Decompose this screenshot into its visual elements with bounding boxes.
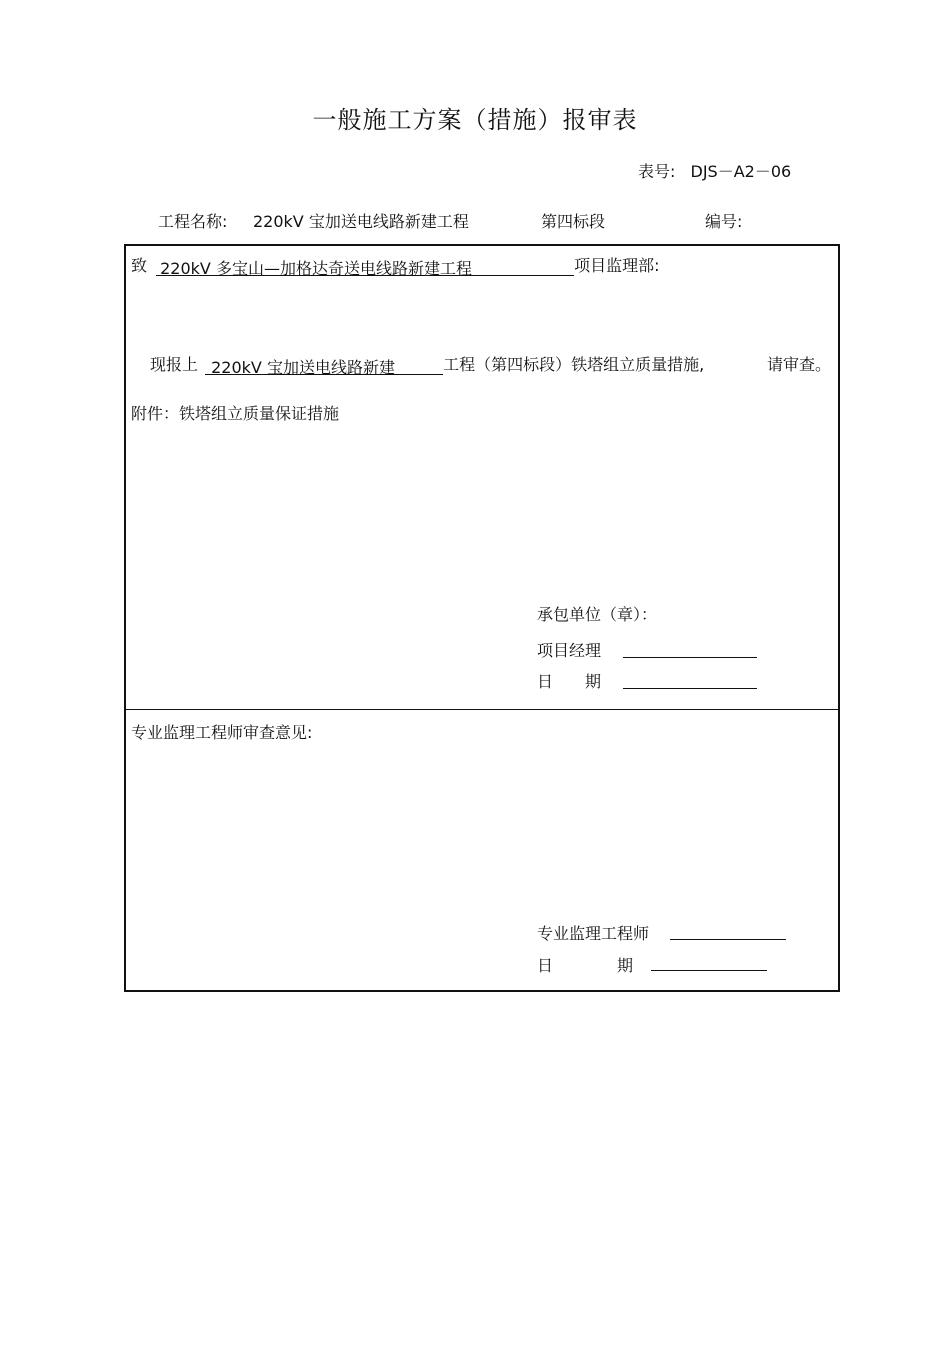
report-line: [150, 352, 704, 375]
attachment-text: 附件：铁塔组立质量保证措施: [131, 404, 340, 423]
section-label: 第四标段: [541, 212, 606, 231]
form-number-value: DJS－A2－06: [690, 162, 792, 181]
addressee-project: 220kV 多宝山—加格达奇送电线路新建工程: [156, 256, 574, 276]
project-name: 220kV 宝加送电线路新建工程: [253, 212, 469, 231]
project-manager-label: 项目经理: [537, 641, 602, 660]
section-divider: [124, 709, 840, 710]
contractor-date-line: [623, 688, 757, 689]
form-number-label: 表号:: [638, 162, 676, 181]
report-suffix: 工程（第四标段）铁塔组立质量措施,: [443, 355, 705, 374]
number-label: 编号:: [705, 212, 743, 231]
project-manager-signature-line: [623, 657, 757, 658]
addressee-line: [131, 253, 660, 276]
addressee-prefix: 致: [131, 256, 148, 275]
report-end: 请审查。: [767, 355, 832, 374]
contractor-label: 承包单位（章）：: [537, 605, 658, 624]
engineer-date-line: [651, 970, 767, 971]
report-project: 220kV 宝加送电线路新建: [205, 355, 443, 375]
engineer-date-label: 日 期: [537, 956, 634, 975]
form-number: [638, 159, 791, 182]
engineer-label: 专业监理工程师: [537, 924, 650, 943]
review-opinion-label: 专业监理工程师审查意见:: [131, 723, 313, 742]
contractor-date-label: 日 期: [537, 672, 602, 691]
report-prefix: 现报上: [150, 355, 199, 374]
engineer-signature-line: [670, 939, 786, 940]
project-name-label: 工程名称:: [158, 212, 228, 231]
addressee-suffix: 项目监理部:: [574, 256, 660, 275]
page-title: 一般施工方案（措施）报审表: [312, 106, 638, 134]
